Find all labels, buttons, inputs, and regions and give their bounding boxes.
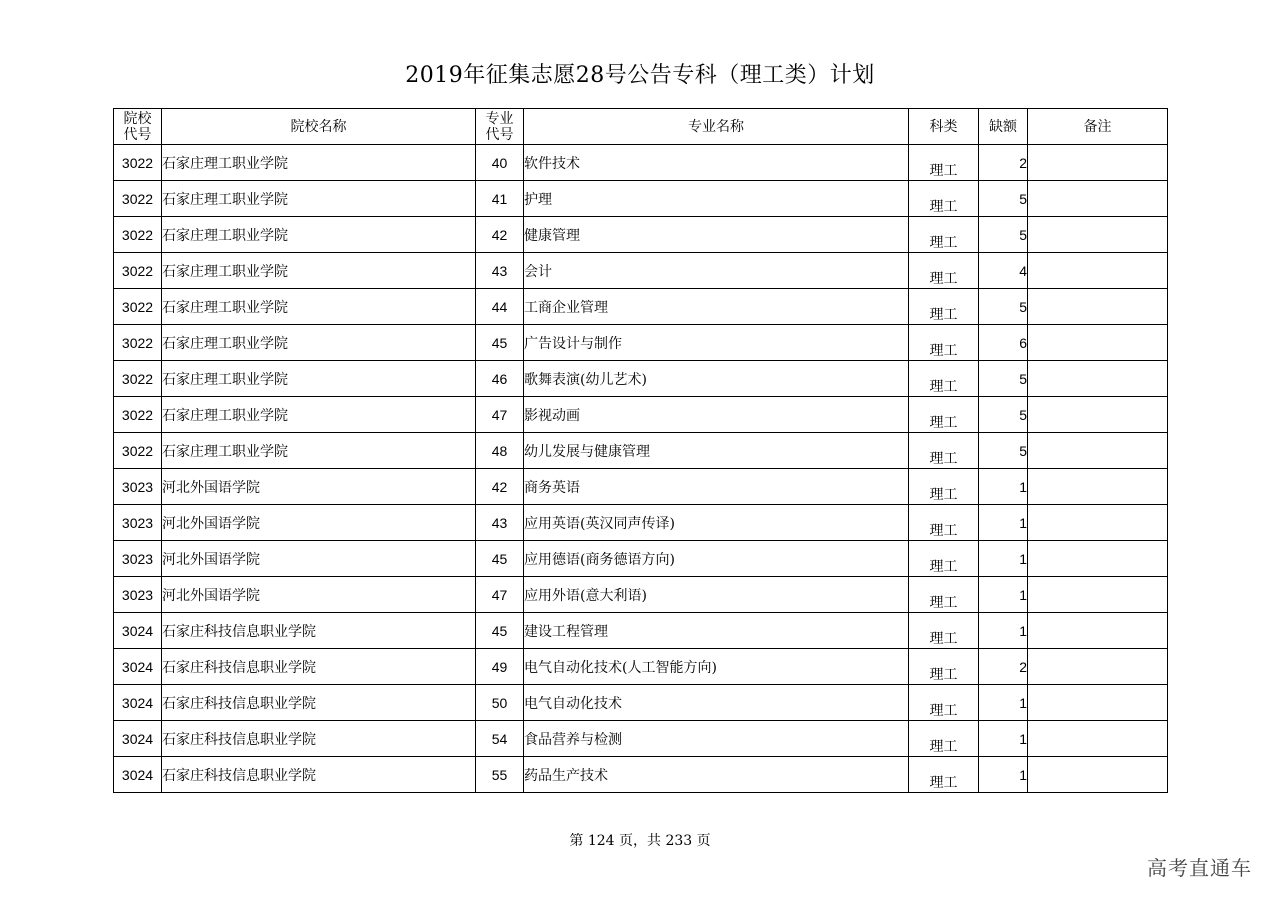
cell-major-code: 47 [476, 577, 524, 613]
cell-school-code: 3024 [114, 757, 162, 793]
cell-remark [1028, 433, 1168, 469]
cell-major-code: 55 [476, 757, 524, 793]
cell-major-name: 食品营养与检测 [524, 721, 909, 757]
cell-category: 理工 [909, 541, 979, 577]
cell-major-code: 43 [476, 253, 524, 289]
cell-category: 理工 [909, 433, 979, 469]
cell-school-code: 3024 [114, 649, 162, 685]
cell-major-code: 49 [476, 649, 524, 685]
table-row [114, 541, 1168, 577]
cell-major-name: 工商企业管理 [524, 289, 909, 325]
cell-vacancy: 1 [979, 721, 1028, 757]
table-row [114, 757, 1168, 793]
cell-category: 理工 [909, 577, 979, 613]
table-row [114, 181, 1168, 217]
table-row [114, 253, 1168, 289]
cell-school-name: 石家庄理工职业学院 [162, 253, 476, 289]
cell-major-code: 40 [476, 145, 524, 181]
cell-school-code: 3022 [114, 361, 162, 397]
cell-school-code: 3022 [114, 253, 162, 289]
cell-category: 理工 [909, 613, 979, 649]
table-row [114, 145, 1168, 181]
header-remark: 备注 [1028, 109, 1168, 145]
cell-major-code: 50 [476, 685, 524, 721]
cell-category: 理工 [909, 181, 979, 217]
cell-category: 理工 [909, 721, 979, 757]
cell-school-code: 3022 [114, 181, 162, 217]
cell-category: 理工 [909, 253, 979, 289]
cell-major-name: 建设工程管理 [524, 613, 909, 649]
cell-remark [1028, 145, 1168, 181]
cell-remark [1028, 397, 1168, 433]
cell-category: 理工 [909, 505, 979, 541]
cell-category: 理工 [909, 361, 979, 397]
cell-remark [1028, 685, 1168, 721]
page-footer: 第 124 页，共 233 页 [569, 833, 711, 849]
cell-school-name: 石家庄科技信息职业学院 [162, 613, 476, 649]
cell-major-code: 43 [476, 505, 524, 541]
cell-major-name: 商务英语 [524, 469, 909, 505]
cell-major-name: 影视动画 [524, 397, 909, 433]
header-vacancy: 缺额 [979, 109, 1028, 145]
cell-remark [1028, 649, 1168, 685]
cell-category: 理工 [909, 145, 979, 181]
cell-category: 理工 [909, 757, 979, 793]
cell-vacancy: 5 [979, 397, 1028, 433]
cell-remark [1028, 325, 1168, 361]
cell-vacancy: 1 [979, 541, 1028, 577]
cell-vacancy: 5 [979, 289, 1028, 325]
cell-major-code: 44 [476, 289, 524, 325]
header-major-name: 专业名称 [524, 109, 909, 145]
table-header-row [114, 109, 1168, 145]
cell-category: 理工 [909, 217, 979, 253]
header-school-code-label: 院校 代号 [123, 110, 152, 143]
cell-remark [1028, 541, 1168, 577]
cell-vacancy: 1 [979, 685, 1028, 721]
cell-vacancy: 2 [979, 649, 1028, 685]
cell-vacancy: 1 [979, 577, 1028, 613]
cell-school-code: 3023 [114, 541, 162, 577]
watermark: 高考直通车 [1147, 856, 1252, 880]
cell-major-name: 歌舞表演(幼儿艺术) [524, 361, 909, 397]
table-row [114, 721, 1168, 757]
table-row [114, 361, 1168, 397]
cell-vacancy: 4 [979, 253, 1028, 289]
cell-major-name: 广告设计与制作 [524, 325, 909, 361]
table-row [114, 469, 1168, 505]
table-row [114, 649, 1168, 685]
cell-major-name: 电气自动化技术(人工智能方向) [524, 649, 909, 685]
cell-category: 理工 [909, 685, 979, 721]
cell-category: 理工 [909, 325, 979, 361]
cell-major-name: 护理 [524, 181, 909, 217]
cell-school-name: 河北外国语学院 [162, 577, 476, 613]
cell-school-code: 3022 [114, 433, 162, 469]
cell-vacancy: 1 [979, 469, 1028, 505]
table-row [114, 505, 1168, 541]
cell-vacancy: 1 [979, 613, 1028, 649]
cell-school-name: 石家庄理工职业学院 [162, 181, 476, 217]
cell-school-name: 石家庄理工职业学院 [162, 145, 476, 181]
cell-remark [1028, 289, 1168, 325]
cell-school-name: 石家庄科技信息职业学院 [162, 649, 476, 685]
cell-school-code: 3022 [114, 217, 162, 253]
header-major-code-label: 专业 代号 [485, 110, 514, 143]
cell-school-name: 石家庄理工职业学院 [162, 397, 476, 433]
cell-school-code: 3023 [114, 505, 162, 541]
cell-remark [1028, 361, 1168, 397]
cell-school-code: 3022 [114, 145, 162, 181]
plan-table [113, 108, 1168, 793]
cell-major-code: 47 [476, 397, 524, 433]
header-category: 科类 [909, 109, 979, 145]
cell-major-name: 健康管理 [524, 217, 909, 253]
cell-category: 理工 [909, 289, 979, 325]
header-school-name: 院校名称 [162, 109, 476, 145]
cell-vacancy: 5 [979, 181, 1028, 217]
cell-major-name: 电气自动化技术 [524, 685, 909, 721]
table-row [114, 217, 1168, 253]
cell-major-code: 48 [476, 433, 524, 469]
table-row [114, 685, 1168, 721]
cell-category: 理工 [909, 469, 979, 505]
header-school-code [114, 109, 162, 145]
cell-vacancy: 6 [979, 325, 1028, 361]
cell-category: 理工 [909, 397, 979, 433]
cell-major-code: 42 [476, 217, 524, 253]
table-row [114, 325, 1168, 361]
cell-school-name: 石家庄科技信息职业学院 [162, 685, 476, 721]
cell-major-code: 45 [476, 613, 524, 649]
cell-vacancy: 5 [979, 217, 1028, 253]
cell-school-name: 石家庄科技信息职业学院 [162, 757, 476, 793]
cell-school-name: 石家庄理工职业学院 [162, 289, 476, 325]
cell-major-name: 应用英语(英汉同声传译) [524, 505, 909, 541]
cell-school-code: 3024 [114, 721, 162, 757]
cell-school-name: 河北外国语学院 [162, 469, 476, 505]
cell-school-name: 河北外国语学院 [162, 541, 476, 577]
cell-remark [1028, 613, 1168, 649]
table-row [114, 433, 1168, 469]
cell-school-name: 石家庄科技信息职业学院 [162, 721, 476, 757]
cell-vacancy: 1 [979, 505, 1028, 541]
cell-category: 理工 [909, 649, 979, 685]
cell-vacancy: 1 [979, 757, 1028, 793]
table-row [114, 577, 1168, 613]
cell-major-code: 45 [476, 541, 524, 577]
cell-remark [1028, 469, 1168, 505]
cell-major-name: 应用德语(商务德语方向) [524, 541, 909, 577]
cell-school-code: 3024 [114, 685, 162, 721]
cell-major-code: 45 [476, 325, 524, 361]
cell-school-name: 石家庄理工职业学院 [162, 433, 476, 469]
cell-school-code: 3022 [114, 397, 162, 433]
cell-school-code: 3023 [114, 577, 162, 613]
cell-vacancy: 5 [979, 361, 1028, 397]
cell-major-name: 药品生产技术 [524, 757, 909, 793]
cell-major-name: 幼儿发展与健康管理 [524, 433, 909, 469]
cell-school-name: 河北外国语学院 [162, 505, 476, 541]
cell-remark [1028, 757, 1168, 793]
cell-major-code: 54 [476, 721, 524, 757]
cell-school-code: 3024 [114, 613, 162, 649]
cell-school-name: 石家庄理工职业学院 [162, 217, 476, 253]
cell-vacancy: 5 [979, 433, 1028, 469]
cell-remark [1028, 505, 1168, 541]
document-title: 2019年征集志愿28号公告专科（理工类）计划 [405, 63, 875, 88]
cell-remark [1028, 721, 1168, 757]
cell-school-name: 石家庄理工职业学院 [162, 325, 476, 361]
cell-remark [1028, 577, 1168, 613]
cell-major-code: 41 [476, 181, 524, 217]
cell-major-name: 应用外语(意大利语) [524, 577, 909, 613]
table-row [114, 397, 1168, 433]
cell-major-name: 会计 [524, 253, 909, 289]
header-major-code [476, 109, 524, 145]
cell-major-code: 46 [476, 361, 524, 397]
cell-school-name: 石家庄理工职业学院 [162, 361, 476, 397]
table-body [114, 145, 1168, 793]
cell-school-code: 3022 [114, 325, 162, 361]
cell-vacancy: 2 [979, 145, 1028, 181]
cell-remark [1028, 181, 1168, 217]
table-row [114, 613, 1168, 649]
cell-remark [1028, 253, 1168, 289]
cell-school-code: 3022 [114, 289, 162, 325]
cell-school-code: 3023 [114, 469, 162, 505]
table-row [114, 289, 1168, 325]
cell-major-code: 42 [476, 469, 524, 505]
cell-remark [1028, 217, 1168, 253]
cell-major-name: 软件技术 [524, 145, 909, 181]
